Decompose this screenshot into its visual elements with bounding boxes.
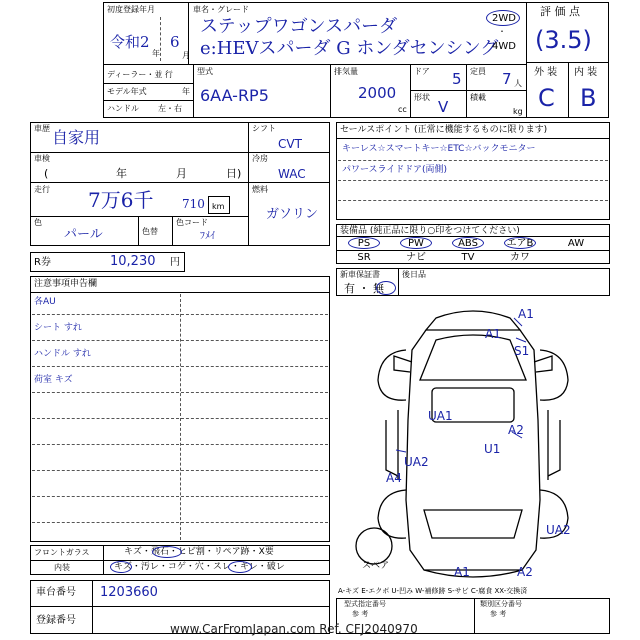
fuel-label: 燃料 — [252, 185, 268, 194]
note-3: ハンドル すれ — [34, 349, 91, 359]
equipment-item: カワ — [510, 252, 530, 263]
shape-value: V — [438, 98, 449, 116]
notes-line — [32, 470, 328, 471]
doors-value: 5 — [452, 70, 462, 88]
notes-line — [32, 314, 328, 315]
capacity-label: 定員 — [470, 67, 486, 76]
car-grade: e:HEVスパーダ G ホンダセンシング — [200, 38, 499, 59]
type-label: 型式 — [197, 67, 213, 76]
shaken-day: 日) — [226, 167, 242, 180]
shaken-month: 月 — [176, 167, 187, 180]
doors-label: ドア — [414, 67, 430, 76]
recycle-unit: 円 — [170, 257, 180, 268]
color-change-label: 色替 — [142, 227, 158, 236]
mileage-unit: km — [212, 202, 225, 211]
displacement-label: 排気量 — [334, 67, 358, 76]
sales-point-2: パワースライドドア(両側) — [342, 165, 448, 175]
damage-mark-ua1: UA1 — [428, 409, 453, 423]
damage-mark-u1: U1 — [484, 442, 501, 456]
note-4: 荷室 キズ — [34, 375, 73, 385]
load-unit: kg — [513, 107, 523, 116]
first-reg-label: 初度登録年月 — [107, 5, 155, 14]
color-label: 色 — [34, 218, 42, 227]
mileage-sub: 710 — [182, 197, 205, 211]
damage-mark-a1-rear: A1 — [454, 565, 470, 579]
color-code-label: 色コード — [176, 218, 208, 227]
reg-number-label: 登録番号 — [36, 615, 76, 626]
interior-label: 内 装 — [574, 67, 598, 78]
damage-mark-a1-hood: A1 — [485, 327, 501, 341]
equipment-circle — [400, 237, 432, 249]
legend-text: A-キズ E-エクボ U-凹み W-補修跡 S-サビ C-腐食 XX-交換済 — [338, 587, 528, 595]
notes-line — [32, 340, 328, 341]
fuel-value: ガソリン — [266, 207, 319, 222]
category-label: 類別区分番号 — [480, 600, 522, 608]
damage-mark-ua2-right: UA2 — [546, 523, 571, 537]
drive-2wd: 2WD — [492, 13, 516, 24]
exterior-value: C — [538, 84, 555, 112]
shift-label: シフト — [252, 124, 276, 133]
note-1: 各AU — [34, 297, 56, 307]
equipment-circle — [452, 237, 484, 249]
note-2: シート すれ — [34, 323, 82, 333]
drive-4wd: 4WD — [492, 41, 516, 52]
car-name: ステップワゴンスパーダ — [200, 16, 398, 37]
usage-value: 自家用 — [52, 128, 101, 147]
notes-line — [32, 366, 328, 367]
color-code-value: ﾌﾒｲ — [200, 231, 215, 242]
damage-mark-a1-front: A1 — [518, 307, 534, 321]
warranty-label: 新車保証書 — [340, 270, 380, 279]
displacement-value: 2000 — [358, 84, 397, 102]
equipment-item: AW — [567, 238, 585, 249]
drive-dot: ・ — [498, 27, 506, 36]
reg-month: 6 — [170, 33, 180, 51]
equipment-circle — [348, 237, 380, 249]
type-value: 6AA-RP5 — [200, 86, 269, 105]
aircon-value: WAC — [278, 167, 306, 181]
damage-mark-ua2-left: UA2 — [404, 455, 429, 469]
shaken-year: 年 — [116, 167, 127, 180]
dealer-label: ディーラー・並 行 — [107, 70, 173, 79]
chassis-value: 1203660 — [100, 585, 158, 600]
reg-year-char: 年 — [152, 49, 160, 58]
damage-mark-s1: S1 — [514, 344, 530, 358]
model-year-label: モデル年式 — [107, 87, 147, 96]
model-designation-ref: 参 考 — [352, 610, 369, 618]
equipment-item: TV — [461, 252, 475, 263]
handle-value: 左・右 — [158, 104, 182, 113]
displacement-unit: cc — [398, 105, 407, 114]
recycle-label: R券 — [34, 257, 51, 268]
mileage-value: 7万6千 — [88, 188, 154, 212]
usage-label: 車歴 — [34, 124, 50, 133]
notes-line — [32, 418, 328, 419]
color-value: パール — [64, 227, 103, 242]
glass-options: キズ・飛石・ヒビ割・リペア跡・X要 — [124, 547, 274, 557]
shift-value: CVT — [278, 137, 302, 151]
eval-score: (3.5) — [535, 26, 592, 54]
category-ref: 参 考 — [490, 610, 507, 618]
equipment-item: エアB — [506, 238, 534, 249]
sales-points-label: セールスポイント (正常に機能するものに限ります) — [340, 125, 548, 135]
notes-line — [32, 444, 328, 445]
later-label: 後日品 — [402, 270, 426, 279]
equipment-label: 装備品 (純正品に限り○印をつけてください) — [340, 226, 520, 236]
exterior-label: 外 装 — [534, 67, 558, 78]
model-year-unit: 年 — [182, 87, 190, 96]
load-label: 積載 — [470, 93, 486, 102]
glass-label: フロントガラス — [34, 548, 90, 557]
sales-point-1: キーレス☆スマートキー☆ETC☆バックモニター — [342, 144, 536, 154]
equipment-item: SR — [357, 252, 371, 263]
capacity-value: 7 — [502, 70, 512, 88]
interior-value: B — [580, 84, 597, 112]
damage-mark-a2-roof: A2 — [508, 423, 524, 437]
car-diagram — [336, 300, 610, 584]
equipment-circle — [504, 237, 536, 249]
equipment-item: ナビ — [406, 252, 426, 263]
handle-label: ハンドル — [107, 104, 139, 113]
watermark: www.CarFromJapan.com Ref. CFJ2040970 — [170, 622, 418, 636]
capacity-unit: 人 — [514, 79, 522, 88]
notes-line — [32, 522, 328, 523]
warranty-value: 有 ・ 無 — [344, 282, 384, 295]
notes-label: 注意事項申告欄 — [34, 279, 98, 289]
aircon-label: 冷房 — [252, 154, 268, 163]
spare-label: スペア — [362, 561, 390, 571]
shaken-label: 車検 — [34, 154, 50, 163]
shaken-open: ( — [44, 167, 49, 180]
model-designation-label: 型式指定番号 — [344, 600, 386, 608]
equipment-item: PS — [357, 238, 371, 249]
notes-line — [32, 496, 328, 497]
reg-month-char: 月 — [182, 51, 190, 60]
shape-label: 形状 — [414, 93, 430, 102]
recycle-frame — [30, 252, 185, 272]
recycle-value: 10,230 — [110, 254, 156, 269]
interior-cond-label: 内装 — [54, 563, 70, 572]
damage-mark-a2-rear: A2 — [517, 565, 533, 579]
reg-era: 令和2 — [110, 33, 150, 51]
eval-label: 評 価 点 — [540, 5, 580, 18]
equipment-item: PW — [408, 238, 424, 249]
equipment-item: ABS — [458, 238, 478, 249]
car-name-label: 車名・グレード — [193, 5, 249, 14]
chassis-label: 車台番号 — [36, 587, 76, 598]
notes-line — [32, 392, 328, 393]
mileage-label: 走行 — [34, 185, 50, 194]
damage-mark-a4: A4 — [386, 471, 402, 485]
interior-cond-options: キズ・汚レ・コゲ・穴・スレ・キレ・破レ — [114, 562, 285, 572]
